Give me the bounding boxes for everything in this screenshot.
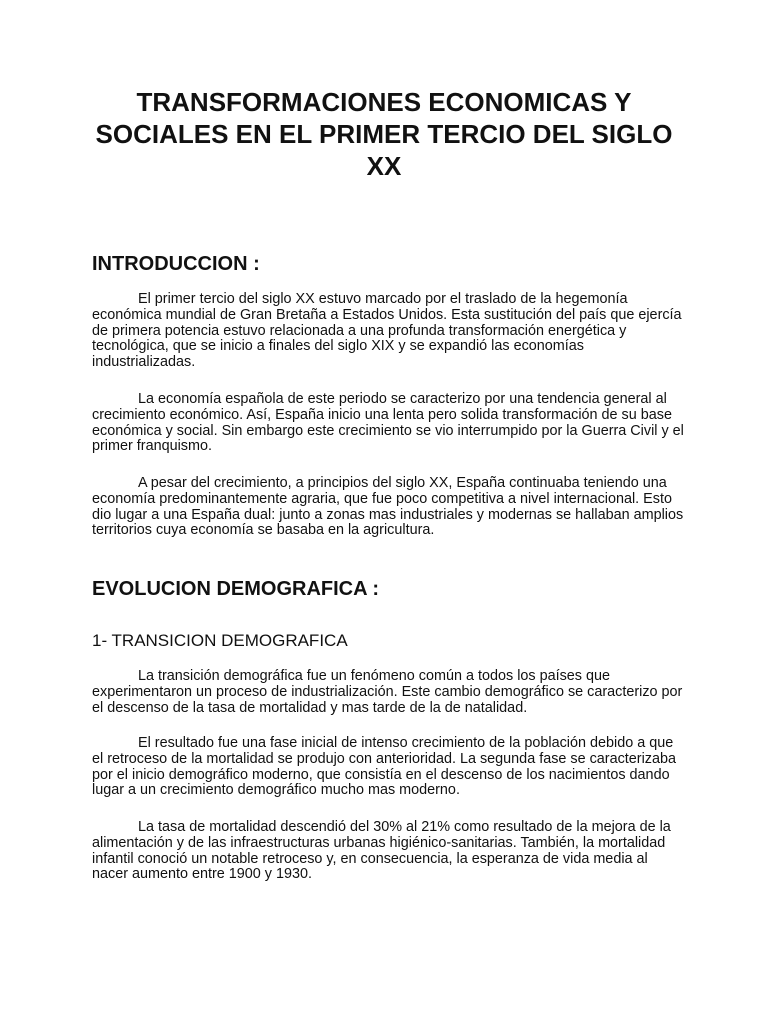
paragraph-intro-2: La economía española de este periodo se caracterizo por una tendencia general al crecimiento económico. Así, España inicio una lenta pero solida transformación de su base económica y social. Sin embargo este crecimiento se vio interrumpido por la Guerra Civil y el primer franquismo. (92, 391, 684, 455)
subheading-transicion-demografica: 1- TRANSICION DEMOGRAFICA (92, 631, 348, 650)
paragraph-intro-1: El primer tercio del siglo XX estuvo marcado por el traslado de la hegemonía económica mundial de Gran Bretaña a Estados Unidos. Esta sustitución del país que ejercía de primera potencia estuvo relacionada a una profunda transformación energética y tecnológica, que se inicio a finales del siglo XIX y se expandió las economías industrializadas. (92, 291, 682, 371)
section-heading-introduccion: INTRODUCCION : (92, 253, 260, 275)
paragraph-demografia-2: El resultado fue una fase inicial de intenso crecimiento de la población debido a que el retroceso de la mortalidad se produjo con anterioridad. La segunda fase se caracterizaba por el inicio demográfico moderno, que consistía en el descenso de los nacimientos dando lugar a un crecimiento demográfico mucho mas moderno. (92, 735, 676, 799)
paragraph-demografia-3: La tasa de mortalidad descendió del 30% al 21% como resultado de la mejora de la alimentación y de las infraestructuras urbanas higiénico-sanitarias. También, la mortalidad infantil conoció un notable retroceso y, en consecuencia, la esperanza de vida media al nacer aumento entre 1900 y 1930. (92, 819, 671, 883)
paragraph-intro-3: A pesar del crecimiento, a principios del siglo XX, España continuaba teniendo una economía predominantemente agraria, que fue poco competitiva a nivel internacional. Esto dio lugar a una España dual: junto a zonas mas industriales y modernas se hallaban amplios territorios cuya economía se basaba en la agricultura. (92, 475, 684, 539)
section-heading-evolucion-demografica: EVOLUCION DEMOGRAFICA : (92, 578, 380, 600)
document-title: TRANSFORMACIONES ECONOMICAS Y SOCIALES EN EL PRIMER TERCIO DEL SIGLO XX (95, 87, 673, 181)
paragraph-demografia-1: La transición demográfica fue un fenómeno común a todos los países que experimentaron un proceso de industrialización. Este cambio demográfico se caracterizo por el descenso de la tasa de mortalidad y mas tarde de la de natalidad. (92, 668, 683, 716)
